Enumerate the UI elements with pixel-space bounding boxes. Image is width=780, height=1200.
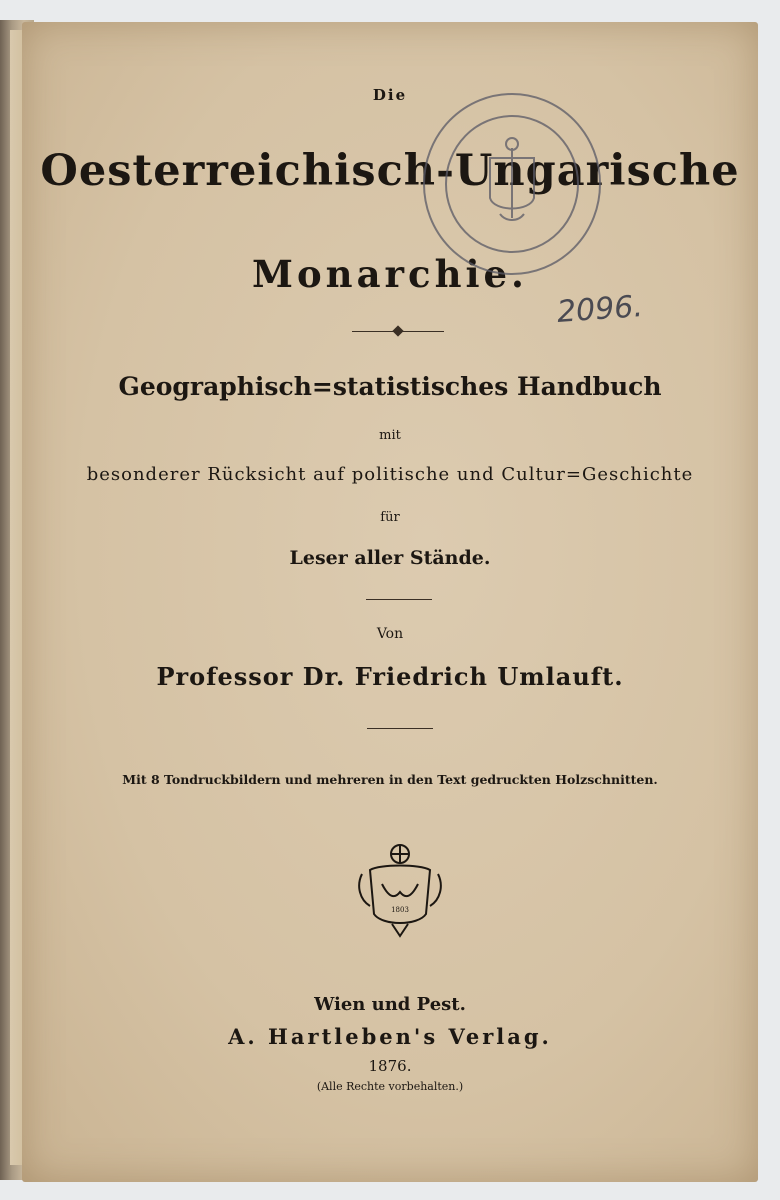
title-page	[22, 22, 758, 1182]
focus-line: besonderer Rücksicht auf politische und Cultur=Geschichte	[86, 464, 694, 485]
main-title: Oesterreichisch-Ungarische	[40, 146, 740, 196]
rights-notice: (Alle Rechte vorbehalten.)	[316, 1080, 464, 1093]
rule-ornament	[392, 325, 403, 336]
svg-text:1803: 1803	[391, 906, 409, 914]
handbook-subtitle: Geographisch=statistisches Handbuch	[118, 372, 662, 401]
illustrations-note: Mit 8 Tondruckbildern und mehreren in den Text gedruckten Holzschnitten.	[122, 772, 658, 787]
publication-year: 1876.	[368, 1057, 412, 1075]
title-monarchie: Monarchie.	[252, 252, 528, 296]
readers-line: Leser aller Stände.	[289, 547, 491, 569]
text-mit: mit	[379, 428, 401, 443]
library-stamp-icon	[420, 88, 604, 278]
publisher-emblem-icon	[352, 840, 448, 940]
publication-place: Wien und Pest.	[314, 994, 466, 1015]
publisher-name: A. Hartleben's Verlag.	[228, 1024, 552, 1049]
divider-rule	[367, 728, 433, 729]
title-article: Die	[372, 86, 408, 104]
text-von: Von	[376, 626, 404, 642]
text-fuer: für	[380, 510, 400, 525]
divider-rule	[366, 599, 432, 600]
shelfmark-handwritten: 2096.	[555, 289, 645, 330]
author-name: Professor Dr. Friedrich Umlauft.	[156, 662, 624, 691]
